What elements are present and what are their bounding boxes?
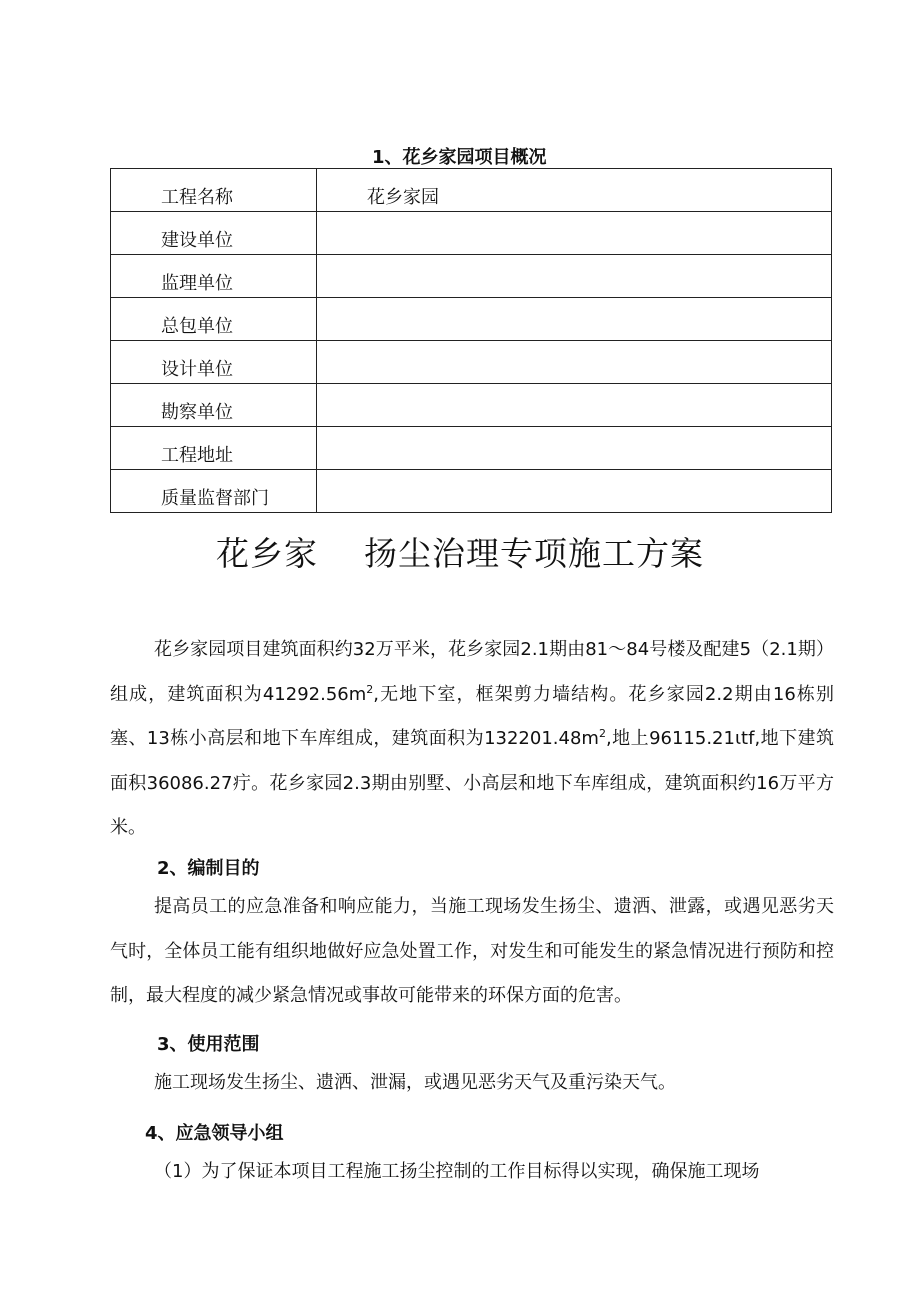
field-value (317, 298, 832, 341)
table-row (111, 298, 832, 341)
field-label: 勘察单位 (111, 384, 317, 427)
field-label: 设计单位 (111, 341, 317, 384)
superscript-2: 2 (366, 682, 374, 696)
field-label: 工程名称 (111, 169, 317, 212)
document-title: 花乡家 扬尘治理专项施工方案 (216, 534, 704, 573)
field-value (317, 384, 832, 427)
table-row (111, 255, 832, 298)
table-row (111, 212, 832, 255)
table-row (111, 384, 832, 427)
section-3-title: 3、使用范围 (157, 1034, 260, 1055)
field-value (317, 470, 832, 513)
overview-text-1: 花乡家园项目建筑面积约32万平米，花乡家园2.1期由81〜84号楼及配建5（2.1期）组成，建筑面积为41292.56m (110, 639, 834, 705)
project-info-table (110, 168, 832, 513)
table-row (111, 169, 832, 212)
field-label: 建设单位 (111, 212, 317, 255)
field-value (317, 212, 832, 255)
section-4-text: （1）为了保证本项目工程施工扬尘控制的工作目标得以实现，确保施工现场 (154, 1161, 760, 1182)
field-label: 质量监督部门 (111, 470, 317, 513)
superscript-2: 2 (598, 727, 606, 740)
table-row (111, 341, 832, 384)
field-label: 总包单位 (111, 298, 317, 341)
section-2-text: 提高员工的应急准备和响应能力，当施工现场发生扬尘、遗洒、泄露，或遇见恶劣天气时，全体员工能有组织地做好应急处置工作，对发生和可能发生的紧急情况进行预防和控制，最大程度的减少紧急情况或事故可能带来的环保方面的危害。 (110, 896, 834, 1006)
section-3-text: 施工现场发生扬尘、遗洒、泄漏，或遇见恶劣天气及重污染天气。 (154, 1072, 676, 1093)
section-1-title: 1、花乡家园项目概况 (372, 147, 547, 168)
overview-paragraph (110, 628, 834, 851)
section-2-title: 2、编制目的 (157, 858, 260, 879)
section-4-title: 4、应急领导小组 (145, 1123, 284, 1144)
field-label: 工程地址 (111, 427, 317, 470)
field-value (317, 341, 832, 384)
field-value (317, 255, 832, 298)
table-row (111, 470, 832, 513)
field-value: 花乡家园 (317, 169, 832, 212)
overview-text-3: ,地上96115.21ιtf,地下建筑面积36086.27疔。花乡家园2.3期由别墅、小高层和地下车库组成，建筑面积约16万平方米。 (110, 728, 834, 838)
field-label: 监理单位 (111, 255, 317, 298)
table-row (111, 427, 832, 470)
overview-text-2: ,无地下室，框架剪力墙结构。花乡家园2.2期由16栋别塞、13栋小高层和地下车库组成，建筑面积为132201.48m (110, 683, 835, 749)
field-value (317, 427, 832, 470)
